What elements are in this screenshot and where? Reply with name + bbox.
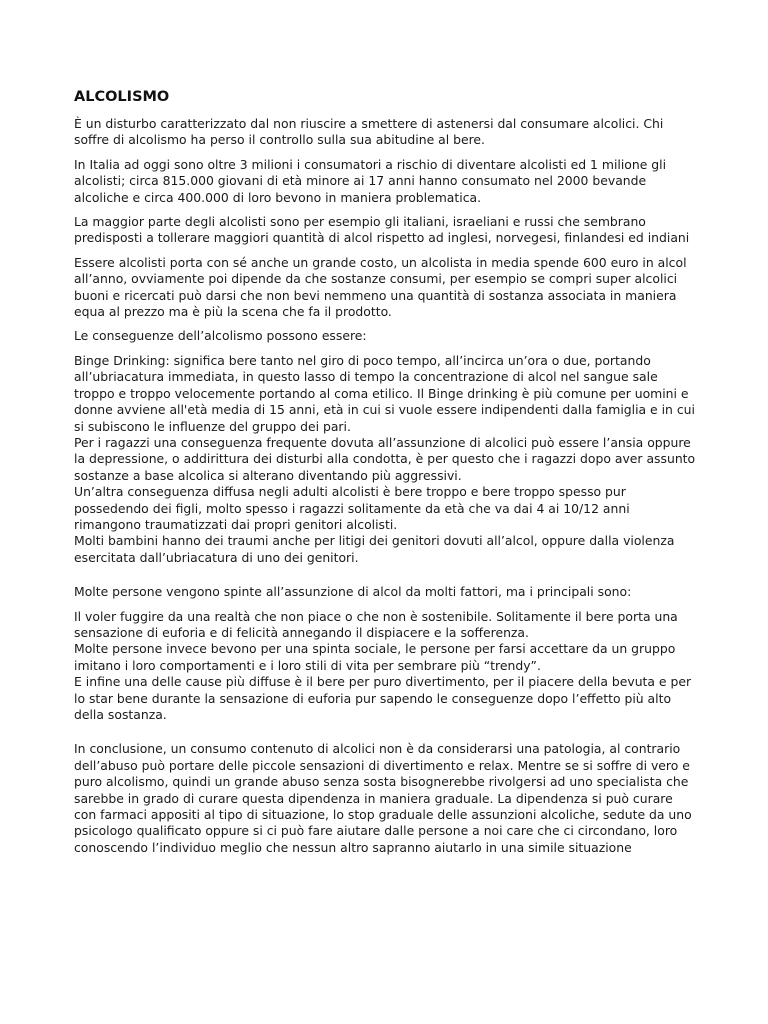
paragraph-adult-consequences: Un’altra conseguenza diffusa negli adulti alcolisti è bere troppo e bere troppo spesso pur possedendo dei figli, molto spesso i ragazzi solitamente da età che va dai 4 ai 10/12 anni rimangono traumatizzati dai propri genitori alcolisti. — [74, 484, 630, 532]
paragraph-consequences-intro: Le conseguenze dell’alcolismo possono essere: — [74, 328, 367, 344]
document-body — [74, 88, 696, 864]
paragraph-cost: Essere alcolisti porta con sé anche un grande costo, un alcolista in media spende 600 euro in alcol all’anno, ovviamente poi dipende da che sostanze consumi, per esempio se compri super alcolici buoni e ricercati può darsi che non bevi nemmeno una quantità di sostanza associata in maniera equa al prezzo ma è più la scena che fa il prodotto. — [74, 254, 687, 320]
paragraph-definition: È un disturbo caratterizzato dal non riuscire a smettere di astenersi dal consumare alcolici. Chi soffre di alcolismo ha perso il controllo sulla sua abitudine al bere. — [74, 116, 664, 148]
paragraph-cause-fun: E infine una delle cause più diffuse è il bere per puro divertimento, per il piacere della bevuta e per lo star bene durante la sensazione di euforia pur sapendo le conseguenze dopo l’effetto più alto della sostanza. — [74, 674, 692, 722]
paragraph-conclusion: In conclusione, un consumo contenuto di alcolici non è da considerarsi una patologia, al contrario dell’abuso può portare delle piccole sensazioni di divertimento e relax. Mentre se si soffre di vero e puro alcolismo, quindi un grande abuso senza sosta bisognerebbe rivolgersi ad uno specialista che sarebbe in grado di curare questa dipendenza in maniera graduale. La dipendenza si può curare con farmaci appositi al tipo di situazione, lo stop graduale delle assunzioni alcoliche, sedute da uno psicologo qualificato oppure si ci può fare aiutare dalle persone a noi care che ci circondano, loro conoscendo l’individuo meglio che nessun altro sapranno aiutarlo in una simile situazione — [74, 741, 692, 855]
paragraph-cause-escape: Il voler fuggire da una realtà che non piace o che non è sostenibile. Solitamente il bere porta una sensazione di euforia e di felicità annegando il dispiacere e la sofferenza. — [74, 608, 678, 640]
document-title: ALCOLISMO — [74, 89, 170, 105]
paragraph-causes-intro: Molte persone vengono spinte all’assunzione di alcol da molti fattori, ma i principali sono: — [74, 584, 632, 600]
paragraph-predisposition: La maggior parte degli alcolisti sono per esempio gli italiani, israeliani e russi che sembrano predisposti a tollerare maggiori quantità di alcol rispetto ad inglesi, norvegesi, finlandesi ed indiani — [74, 214, 690, 246]
paragraph-children-trauma: Molti bambini hanno dei traumi anche per litigi dei genitori dovuti all’alcol, oppure dalla violenza esercitata dall’ubriacatura di uno dei genitori. — [74, 533, 675, 565]
paragraph-cause-social: Molte persone invece bevono per una spinta sociale, le persone per farsi accettare da un gruppo imitano i loro comportamenti e i loro stili di vita per sembrare più “trendy”. — [74, 641, 676, 673]
paragraph-binge-drinking: Binge Drinking: significa bere tanto nel giro di poco tempo, all’incirca un’ora o due, portando all’ubriacatura immediata, in questo lasso di tempo la concentrazione di alcol nel sangue sale troppo e troppo velocemente portando al coma etilico. Il Binge drinking è più comune per uomini e donne avviene all'età media di 15 anni, età in cui si vuole essere indipendenti dalla famiglia e in cui si subiscono le influenze del gruppo dei pari. — [74, 352, 695, 434]
paragraph-youth-consequences: Per i ragazzi una conseguenza frequente dovuta all’assunzione di alcolici può essere l’ansia oppure la depressione, o addirittura dei disturbi alla condotta, è per questo che i ragazzi dopo aver assunto sostanze a base alcolica si alterano diventando più aggressivi. — [74, 434, 696, 483]
paragraph-statistics: In Italia ad oggi sono oltre 3 milioni i consumatori a rischio di diventare alcolisti ed 1 milione gli alcolisti; circa 815.000 giovani di età minore ai 17 anni hanno consumato nel 2000 bevande alcoliche e circa 400.000 di loro bevono in maniera problematica. — [74, 156, 667, 205]
